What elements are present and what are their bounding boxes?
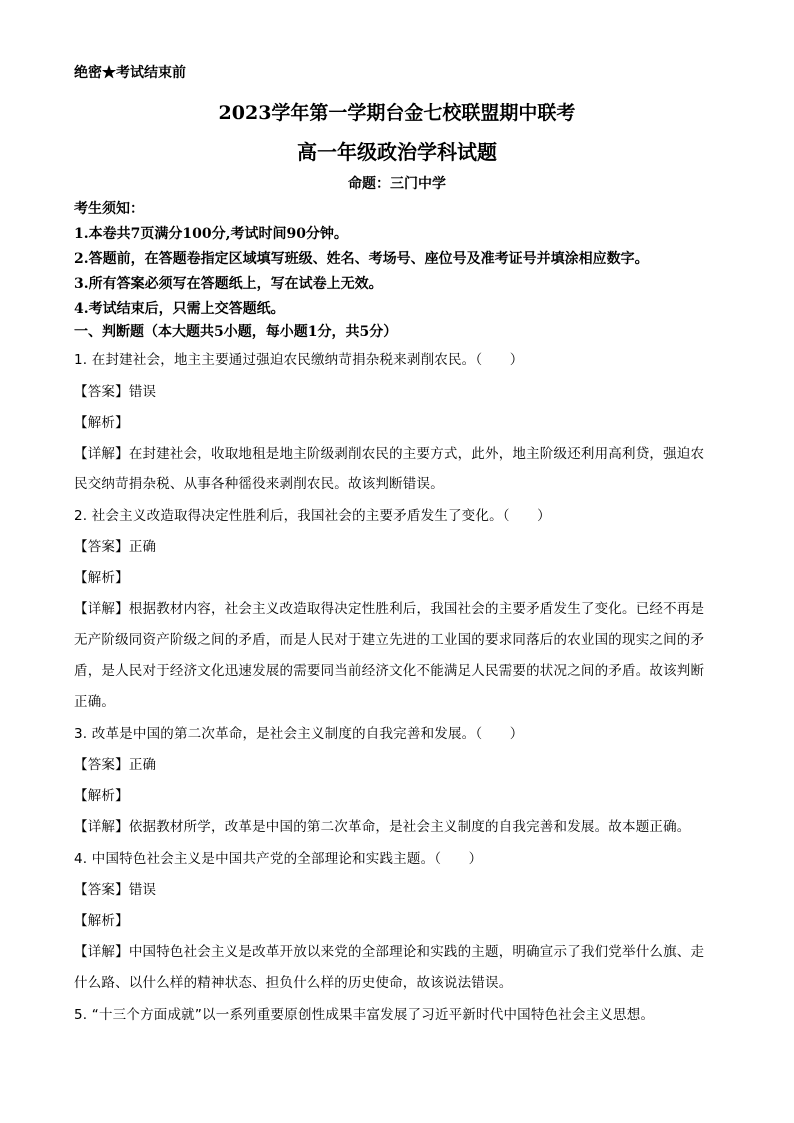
notice-heading: 考生须知： [74,201,144,217]
answer-row [74,753,156,773]
question-stem: 3. 改革是中国的第二次革命，是社会主义制度的自我完善和发展。（ ） [74,726,524,742]
answer-label: 【答案】 [74,539,129,555]
detail-line [74,815,691,835]
detail-text: 依据教材所学，改革是中国的第二次革命，是社会主义制度的自我完善和发展。故本题正确。 [128,819,691,835]
analysis-label: 【解析】 [74,415,129,431]
answer-label: 【答案】 [74,882,129,898]
detail-text: 根据教材内容，社会主义改造取得决定性胜利后，我国社会的主要矛盾发生了变化。已经不再是 [128,601,705,617]
detail-label: 【详解】 [74,601,129,617]
exam-title: 2023学年第一学期台金七校联盟期中联考 [218,102,576,124]
section-heading: 一、判断题（本大题共5小题，每小题1分，共5分） [74,324,398,340]
detail-line [74,597,704,617]
detail-line: 无产阶级同资产阶级之间的矛盾，而是人民对于建立先进的工业国的要求同落后的农业国的现实之间的矛 [74,632,705,648]
detail-line: 正确。 [74,694,116,710]
detail-label: 【详解】 [74,446,129,462]
answer-row [74,380,156,400]
answer-value: 错误 [128,882,157,898]
exam-subtitle: 高一年级政治学科试题 [297,140,497,164]
detail-text: 在封建社会，收取地租是地主阶级剥削农民的主要方式，此外，地主阶级还利用高利贷，强迫农 [128,446,705,462]
question-stem: 1. 在封建社会，地主主要通过强迫农民缴纳苛捐杂税来剥削农民。（ ） [74,352,524,368]
notice-item: 1.本卷共7页满分100分,考试时间90分钟。 [74,226,348,242]
analysis-label: 【解析】 [74,570,129,586]
notice-item: 3.所有答案必须写在答题纸上，写在试卷上无效。 [74,276,383,292]
exam-author: 命题：三门中学 [348,176,446,192]
detail-line [74,442,704,462]
answer-row [74,535,156,555]
question-stem: 4. 中国特色社会主义是中国共产党的全部理论和实践主题。（ ） [74,851,483,867]
notice-item: 2.答题前，在答题卷指定区域填写班级、姓名、考场号、座位号及准考证号并填涂相应数字。 [74,251,649,267]
answer-row [74,878,156,898]
question-stem: 5. “十三个方面成就”以一系列重要原创性成果丰富发展了习近平新时代中国特色社会主义思想。 [74,1007,655,1023]
answer-label: 【答案】 [74,757,129,773]
answer-value: 错误 [128,384,157,400]
analysis-label: 【解析】 [74,788,129,804]
detail-label: 【详解】 [74,944,129,960]
answer-value: 正确 [128,539,157,555]
detail-line: 什么路、以什么样的精神状态、担负什么样的历史使命，故该说法错误。 [74,975,513,991]
notice-item: 4.考试结束后，只需上交答题纸。 [74,301,285,317]
confidential-mark: 绝密★考试结束前 [74,65,186,81]
detail-line [74,940,704,960]
answer-value: 正确 [128,757,157,773]
detail-line: 民交纳苛捐杂税、从事各种徭役来剥削农民。故该判断错误。 [74,476,444,492]
analysis-label: 【解析】 [74,913,129,929]
answer-label: 【答案】 [74,384,129,400]
question-stem: 2. 社会主义改造取得决定性胜利后，我国社会的主要矛盾发生了变化。（ ） [74,508,551,524]
detail-label: 【详解】 [74,819,129,835]
detail-line: 盾，是人民对于经济文化迅速发展的需要同当前经济文化不能满足人民需要的状况之间的矛盾。故该判断 [74,663,705,679]
detail-text: 中国特色社会主义是改革开放以来党的全部理论和实践的主题，明确宣示了我们党举什么旗、走 [128,944,705,960]
